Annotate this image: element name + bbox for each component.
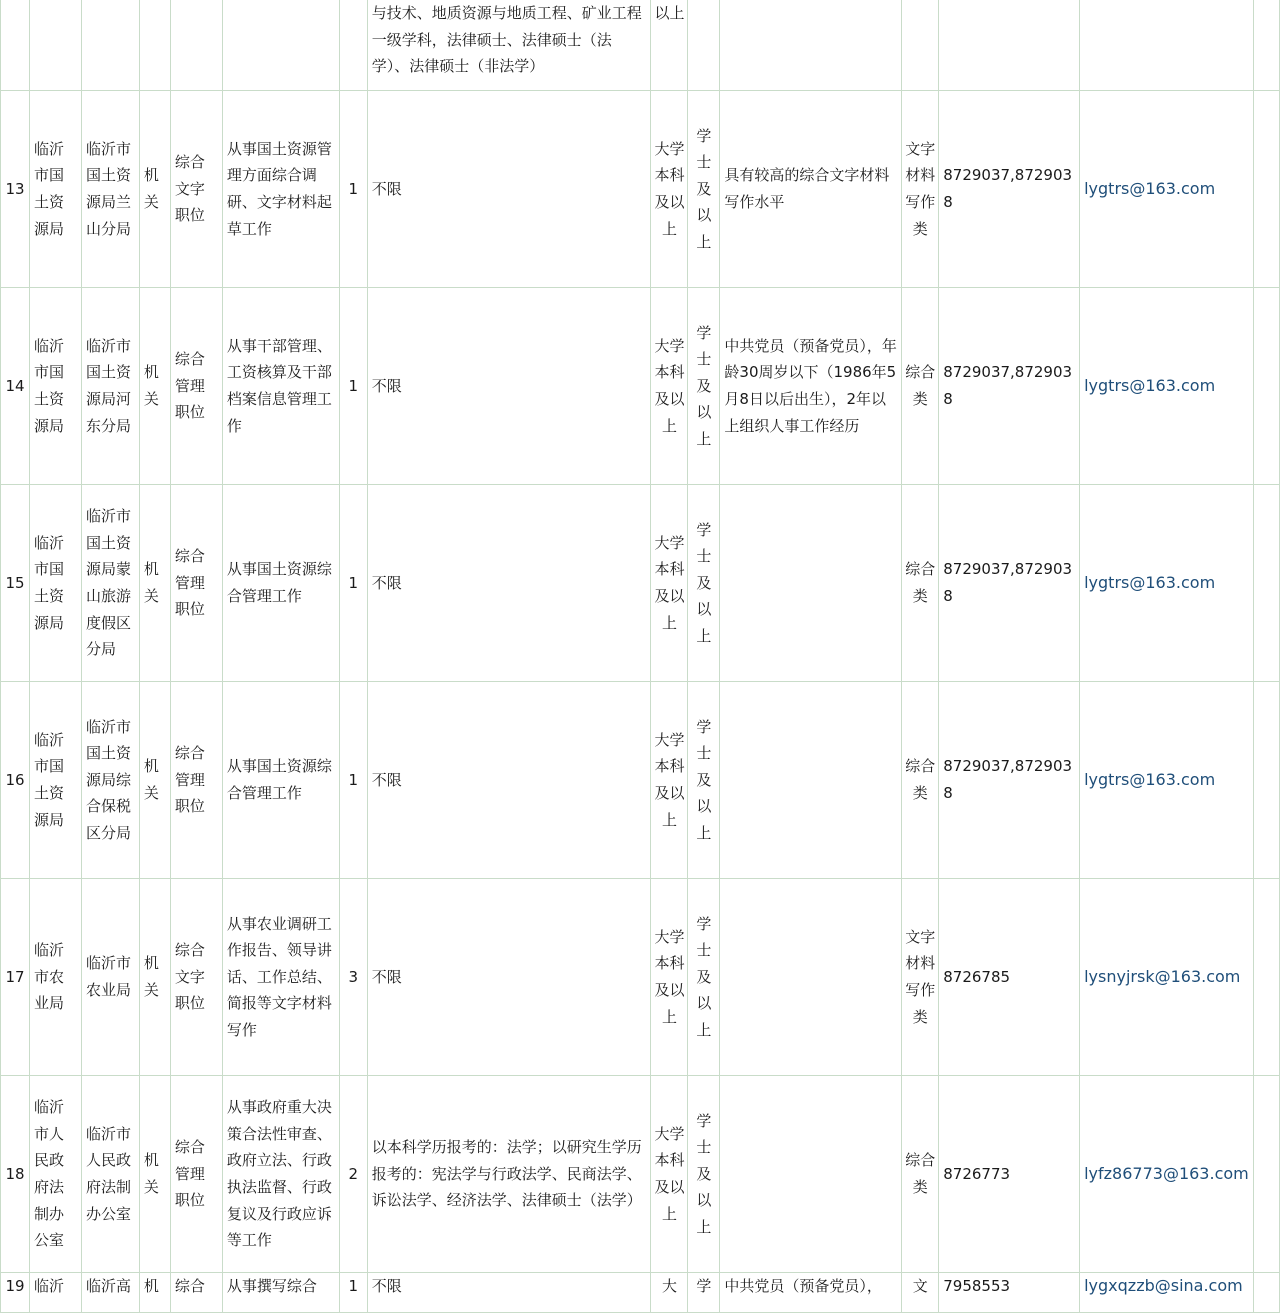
no-cell: 13 [1,91,30,288]
blank-cell [1253,682,1279,879]
duty-cell [222,0,339,91]
edu-cell: 大学本科及以上 [651,91,688,288]
type-cell: 机关 [139,288,170,485]
phone-cell: 8726773 [939,1076,1080,1273]
post-cell: 综合文字职位 [170,879,222,1076]
unit-cell: 临沂市国土资源局兰山分局 [81,91,139,288]
table-row-continued [1,0,1280,91]
phone-cell: 8729037,8729038 [939,91,1080,288]
degree-cell [688,0,720,91]
duty-cell: 从事国土资源综合管理工作 [222,485,339,682]
degree-cell: 学 [688,1273,720,1313]
other-cell: 中共党员（预备党员），年龄30周岁以下（1986年5月8日以后出生），2年以上组织人事工作经历 [720,288,902,485]
phone-cell: 8729037,8729038 [939,682,1080,879]
no-cell [1,0,30,91]
count-cell: 1 [339,1273,367,1313]
type-cell [139,0,170,91]
edu-cell: 大学本科及以上 [651,682,688,879]
count-cell: 1 [339,91,367,288]
email-cell: lygtrs@163.com [1080,91,1254,288]
no-cell: 14 [1,288,30,485]
email-cell: lygxqzzb@sina.com [1080,1273,1254,1313]
type-cell: 机关 [139,1076,170,1273]
unit-cell: 临沂市国土资源局河东分局 [81,288,139,485]
phone-cell: 8726785 [939,879,1080,1076]
duty-cell: 从事国土资源管理方面综合调研、文字材料起草工作 [222,91,339,288]
table-row-partial [1,1273,1280,1313]
count-cell: 2 [339,1076,367,1273]
edu-cell: 大学本科及以上 [651,485,688,682]
table-row [1,91,1280,288]
email-cell [1080,0,1254,91]
major-cell: 不限 [367,879,651,1076]
other-cell: 中共党员（预备党员）， [720,1273,902,1313]
category-cell [902,0,939,91]
other-cell: 具有较高的综合文字材料写作水平 [720,91,902,288]
unit-cell: 临沂市农业局 [81,879,139,1076]
type-cell: 机 [139,1273,170,1313]
dept-cell: 临沂市国土资源局 [29,288,81,485]
type-cell: 机关 [139,485,170,682]
count-cell [339,0,367,91]
degree-cell: 学士及以上 [688,91,720,288]
table-row [1,879,1280,1076]
count-cell: 1 [339,288,367,485]
category-cell: 文字材料写作类 [902,91,939,288]
table-row [1,682,1280,879]
major-cell: 与技术、地质资源与地质工程、矿业工程一级学科，法律硕士、法律硕士（法学）、法律硕士（非法学） [367,0,651,91]
degree-cell: 学士及以上 [688,288,720,485]
other-cell [720,485,902,682]
post-cell: 综合管理职位 [170,288,222,485]
degree-cell: 学士及以上 [688,1076,720,1273]
type-cell: 机关 [139,91,170,288]
edu-cell: 大学本科及以上 [651,879,688,1076]
other-cell [720,1076,902,1273]
no-cell: 15 [1,485,30,682]
major-cell: 不限 [367,682,651,879]
post-cell: 综合管理职位 [170,682,222,879]
dept-cell: 临沂市人民政府法制办公室 [29,1076,81,1273]
major-cell: 不限 [367,288,651,485]
table-row [1,1076,1280,1273]
unit-cell: 临沂市国土资源局蒙山旅游度假区分局 [81,485,139,682]
post-cell: 综合管理职位 [170,485,222,682]
dept-cell: 临沂市农业局 [29,879,81,1076]
other-cell [720,682,902,879]
other-cell [720,879,902,1076]
type-cell: 机关 [139,682,170,879]
degree-cell: 学士及以上 [688,485,720,682]
category-cell: 综合类 [902,1076,939,1273]
email-cell: lygtrs@163.com [1080,682,1254,879]
no-cell: 19 [1,1273,30,1313]
post-cell: 综合文字职位 [170,91,222,288]
edu-cell: 以上 [651,0,688,91]
dept-cell: 临沂市国土资源局 [29,682,81,879]
count-cell: 1 [339,682,367,879]
unit-cell [81,0,139,91]
duty-cell: 从事干部管理、工资核算及干部档案信息管理工作 [222,288,339,485]
blank-cell [1253,1076,1279,1273]
major-cell: 不限 [367,91,651,288]
dept-cell: 临沂 [29,1273,81,1313]
unit-cell: 临沂市国土资源局综合保税区分局 [81,682,139,879]
dept-cell: 临沂市国土资源局 [29,485,81,682]
degree-cell: 学士及以上 [688,879,720,1076]
dept-cell [29,0,81,91]
major-cell: 不限 [367,485,651,682]
phone-cell: 8729037,8729038 [939,485,1080,682]
category-cell: 综合类 [902,682,939,879]
blank-cell [1253,879,1279,1076]
duty-cell: 从事撰写综合 [222,1273,339,1313]
post-cell: 综合 [170,1273,222,1313]
dept-cell: 临沂市国土资源局 [29,91,81,288]
count-cell: 3 [339,879,367,1076]
no-cell: 16 [1,682,30,879]
edu-cell: 大 [651,1273,688,1313]
table-row [1,485,1280,682]
other-cell [720,0,902,91]
major-cell: 以本科学历报考的：法学；以研究生学历报考的：宪法学与行政法学、民商法学、诉讼法学、经济法学、法律硕士（法学） [367,1076,651,1273]
duty-cell: 从事国土资源综合管理工作 [222,682,339,879]
unit-cell: 临沂高 [81,1273,139,1313]
phone-cell: 7958553 [939,1273,1080,1313]
email-cell: lyfz86773@163.com [1080,1076,1254,1273]
no-cell: 17 [1,879,30,1076]
duty-cell: 从事农业调研工作报告、领导讲话、工作总结、简报等文字材料写作 [222,879,339,1076]
no-cell: 18 [1,1076,30,1273]
edu-cell: 大学本科及以上 [651,288,688,485]
category-cell: 综合类 [902,288,939,485]
duty-cell: 从事政府重大决策合法性审查、政府立法、行政执法监督、行政复议及行政应诉等工作 [222,1076,339,1273]
blank-cell [1253,485,1279,682]
post-cell: 综合管理职位 [170,1076,222,1273]
email-cell: lysnyjrsk@163.com [1080,879,1254,1076]
category-cell: 综合类 [902,485,939,682]
phone-cell: 8729037,8729038 [939,288,1080,485]
edu-cell: 大学本科及以上 [651,1076,688,1273]
count-cell: 1 [339,485,367,682]
type-cell: 机关 [139,879,170,1076]
email-cell: lygtrs@163.com [1080,288,1254,485]
phone-cell [939,0,1080,91]
unit-cell: 临沂市人民政府法制办公室 [81,1076,139,1273]
email-cell: lygtrs@163.com [1080,485,1254,682]
post-cell [170,0,222,91]
category-cell: 文 [902,1273,939,1313]
blank-cell [1253,288,1279,485]
degree-cell: 学士及以上 [688,682,720,879]
category-cell: 文字材料写作类 [902,879,939,1076]
table-row [1,288,1280,485]
blank-cell [1253,1273,1279,1313]
major-cell: 不限 [367,1273,651,1313]
blank-cell [1253,91,1279,288]
blank-cell [1253,0,1279,91]
